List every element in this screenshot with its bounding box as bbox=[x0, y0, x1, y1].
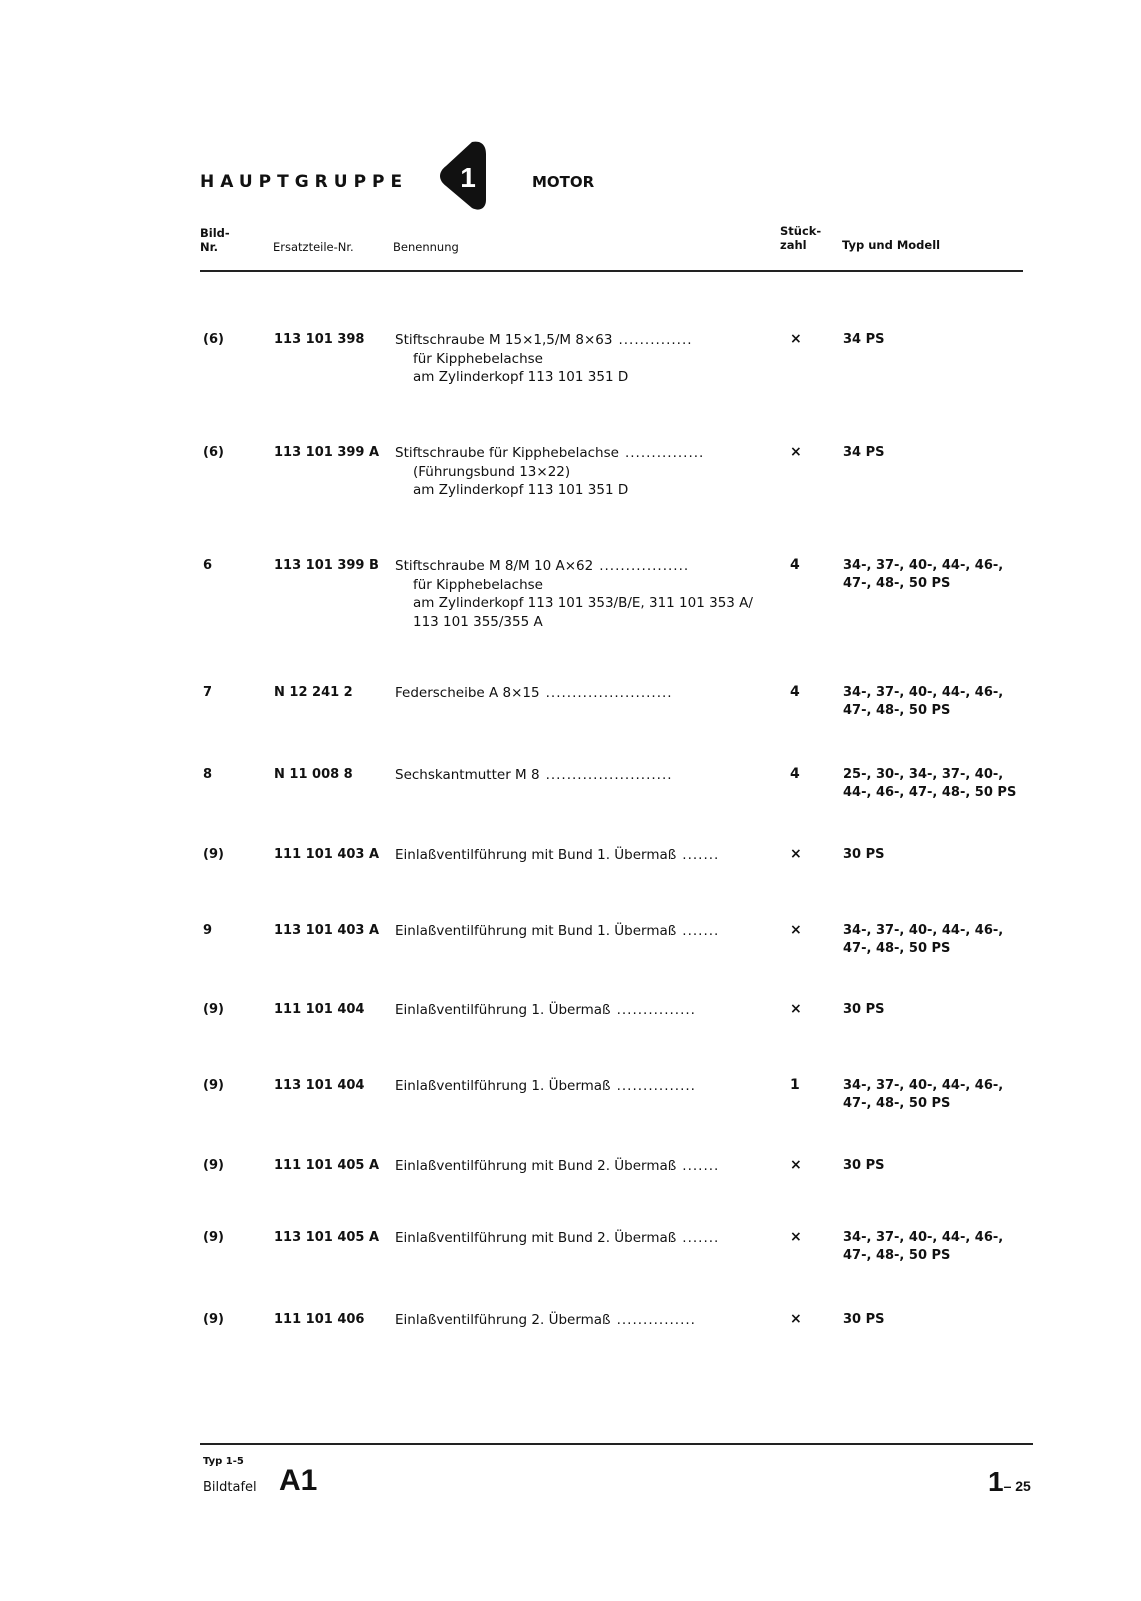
description-main bbox=[395, 444, 704, 463]
description-text: für Kipphebelachse bbox=[413, 576, 543, 593]
footer-typ: Typ 1-5 bbox=[203, 1456, 244, 1467]
group-label: HAUPTGRUPPE bbox=[200, 172, 409, 192]
type-model-line: 47-, 48-, 50 PS bbox=[843, 576, 951, 591]
description bbox=[395, 922, 719, 941]
leader-dots: ............... bbox=[616, 1312, 696, 1328]
type-model-line: 47-, 48-, 50 PS bbox=[843, 1096, 951, 1111]
description-text: Stiftschraube für Kipphebelachse bbox=[395, 445, 619, 461]
type-model-line: 30 PS bbox=[843, 1158, 885, 1173]
quantity: 4 bbox=[790, 557, 800, 573]
description-text: 113 101 355/355 A bbox=[413, 613, 543, 630]
type-model-line: 47-, 48-, 50 PS bbox=[843, 703, 951, 718]
bild-nr: 9 bbox=[203, 923, 213, 938]
type-model bbox=[843, 444, 885, 462]
bild-nr: (9) bbox=[203, 1312, 224, 1327]
description bbox=[395, 1157, 719, 1176]
type-model-line: 34-, 37-, 40-, 44-, 46-, bbox=[843, 685, 1004, 700]
type-model-line: 34-, 37-, 40-, 44-, 46-, bbox=[843, 1230, 1004, 1245]
quantity: × bbox=[790, 1311, 802, 1327]
quantity: × bbox=[790, 1001, 802, 1017]
type-model bbox=[843, 766, 1016, 802]
bild-nr: 8 bbox=[203, 767, 213, 782]
part-number: 111 101 405 A bbox=[274, 1158, 380, 1173]
description-text: Einlaßventilführung mit Bund 2. Übermaß bbox=[395, 1158, 677, 1174]
part-number: 113 101 403 A bbox=[274, 923, 380, 938]
col-typ-modell: Typ und Modell bbox=[842, 238, 941, 252]
type-model bbox=[843, 557, 1003, 593]
leader-dots: ............... bbox=[616, 1078, 696, 1094]
description-detail bbox=[395, 594, 753, 613]
quantity: × bbox=[790, 1157, 802, 1173]
description-text: Einlaßventilführung mit Bund 1. Übermaß bbox=[395, 923, 677, 939]
description bbox=[395, 1077, 696, 1096]
description-main bbox=[395, 557, 753, 576]
description bbox=[395, 557, 753, 631]
description-text: Sechskantmutter M 8 bbox=[395, 767, 540, 783]
part-number: 111 101 406 bbox=[274, 1312, 365, 1327]
description-main bbox=[395, 1001, 696, 1020]
group-name: MOTOR bbox=[532, 173, 595, 191]
type-model bbox=[843, 846, 885, 864]
type-model-line: 30 PS bbox=[843, 1312, 885, 1327]
leader-dots: ................. bbox=[599, 558, 690, 574]
quantity: 4 bbox=[790, 684, 800, 700]
description-main bbox=[395, 766, 673, 785]
page-number-major: 1 bbox=[988, 1466, 1004, 1497]
type-model-line: 34 PS bbox=[843, 332, 885, 347]
description bbox=[395, 1311, 696, 1330]
type-model bbox=[843, 1311, 885, 1329]
type-model-line: 34 PS bbox=[843, 445, 885, 460]
description bbox=[395, 1001, 696, 1020]
description-text: Stiftschraube M 8/M 10 A×62 bbox=[395, 558, 594, 574]
description-detail bbox=[395, 350, 693, 369]
type-model-line: 47-, 48-, 50 PS bbox=[843, 941, 951, 956]
type-model-line: 47-, 48-, 50 PS bbox=[843, 1248, 951, 1263]
bild-nr: (9) bbox=[203, 1158, 224, 1173]
col-stueckzahl-line1: Stück- bbox=[780, 224, 822, 238]
part-number: N 11 008 8 bbox=[274, 767, 353, 782]
type-model-line: 25-, 30-, 34-, 37-, 40-, bbox=[843, 767, 1004, 782]
type-model bbox=[843, 331, 885, 349]
leader-dots: ............... bbox=[624, 445, 705, 461]
type-model bbox=[843, 1077, 1003, 1113]
leader-dots: ....... bbox=[682, 923, 720, 939]
description-main bbox=[395, 1229, 719, 1248]
col-bild-nr bbox=[200, 226, 230, 254]
description-text: Einlaßventilführung 1. Übermaß bbox=[395, 1002, 611, 1018]
part-number: 113 101 405 A bbox=[274, 1230, 380, 1245]
description-text: am Zylinderkopf 113 101 351 D bbox=[413, 369, 629, 385]
col-ersatzteile: Ersatzteile-Nr. bbox=[273, 240, 354, 254]
header-rule bbox=[200, 270, 1023, 272]
quantity: × bbox=[790, 331, 802, 347]
description-text: Federscheibe A 8×15 bbox=[395, 685, 540, 701]
part-number: 113 101 399 B bbox=[274, 558, 379, 573]
part-number: 111 101 404 bbox=[274, 1002, 365, 1017]
part-number: 113 101 399 A bbox=[274, 445, 380, 460]
description-detail bbox=[395, 463, 704, 482]
description-text: (Führungsbund 13×22) bbox=[413, 463, 571, 480]
group-number: 1 bbox=[460, 162, 476, 193]
group-number-badge bbox=[438, 140, 494, 212]
col-benennung: Benennung bbox=[393, 240, 459, 254]
type-model-line: 34-, 37-, 40-, 44-, 46-, bbox=[843, 923, 1004, 938]
bild-nr: 6 bbox=[203, 558, 213, 573]
description-main bbox=[395, 846, 719, 865]
description-text: Einlaßventilführung 1. Übermaß bbox=[395, 1078, 611, 1094]
description-main bbox=[395, 1077, 696, 1096]
type-model-line: 44-, 46-, 47-, 48-, 50 PS bbox=[843, 785, 1017, 800]
leader-dots: ....... bbox=[682, 1230, 720, 1246]
description-main bbox=[395, 1157, 719, 1176]
leader-dots: ........................ bbox=[545, 767, 673, 783]
type-model bbox=[843, 684, 1003, 720]
type-model-line: 30 PS bbox=[843, 847, 885, 862]
description bbox=[395, 444, 704, 500]
leader-dots: .............. bbox=[618, 332, 693, 348]
leader-dots: ....... bbox=[682, 1158, 720, 1174]
col-stueckzahl bbox=[780, 224, 821, 252]
quantity: × bbox=[790, 1229, 802, 1245]
footer-rule bbox=[200, 1443, 1033, 1445]
leader-dots: ........................ bbox=[545, 685, 673, 701]
bild-nr: (9) bbox=[203, 1230, 224, 1245]
type-model bbox=[843, 1001, 885, 1019]
description-detail bbox=[395, 613, 753, 632]
description-detail bbox=[395, 368, 693, 387]
part-number: 113 101 404 bbox=[274, 1078, 365, 1093]
description-main bbox=[395, 331, 693, 350]
description bbox=[395, 766, 673, 785]
type-model bbox=[843, 1157, 885, 1175]
footer-bildtafel-label: Bildtafel bbox=[203, 1480, 257, 1495]
description-detail bbox=[395, 576, 753, 595]
bild-nr: (6) bbox=[203, 332, 224, 347]
bild-nr: (6) bbox=[203, 445, 224, 460]
part-number: N 12 241 2 bbox=[274, 685, 353, 700]
description-main bbox=[395, 684, 673, 703]
quantity: × bbox=[790, 922, 802, 938]
type-model-line: 34-, 37-, 40-, 44-, 46-, bbox=[843, 1078, 1004, 1093]
bild-nr: (9) bbox=[203, 847, 224, 862]
badge-shape-icon bbox=[438, 140, 494, 212]
description-main bbox=[395, 1311, 696, 1330]
leader-dots: ....... bbox=[682, 847, 720, 863]
page-number-minor: – 25 bbox=[1003, 1478, 1031, 1494]
description-text: am Zylinderkopf 113 101 353/B/E, 311 101 353 A/ bbox=[413, 595, 753, 611]
part-number: 113 101 398 bbox=[274, 332, 365, 347]
description-main bbox=[395, 922, 719, 941]
type-model bbox=[843, 922, 1003, 958]
part-number: 111 101 403 A bbox=[274, 847, 380, 862]
description bbox=[395, 1229, 719, 1248]
type-model-line: 30 PS bbox=[843, 1002, 885, 1017]
description-text: für Kipphebelachse bbox=[413, 350, 543, 367]
description bbox=[395, 846, 719, 865]
description bbox=[395, 331, 693, 387]
quantity: × bbox=[790, 444, 802, 460]
description-text: Einlaßventilführung mit Bund 2. Übermaß bbox=[395, 1230, 677, 1246]
description-text: Stiftschraube M 15×1,5/M 8×63 bbox=[395, 332, 613, 348]
description-text: Einlaßventilführung 2. Übermaß bbox=[395, 1312, 611, 1328]
quantity: 4 bbox=[790, 766, 800, 782]
type-model bbox=[843, 1229, 1003, 1265]
bild-nr: (9) bbox=[203, 1002, 224, 1017]
page-number bbox=[988, 1466, 1031, 1498]
description-text: am Zylinderkopf 113 101 351 D bbox=[413, 482, 629, 498]
description bbox=[395, 684, 673, 703]
bild-nr: 7 bbox=[203, 685, 213, 700]
col-stueckzahl-line2: zahl bbox=[780, 238, 807, 252]
quantity: 1 bbox=[790, 1077, 800, 1093]
col-bild-nr-line1: Bild- bbox=[200, 226, 230, 240]
type-model-line: 34-, 37-, 40-, 44-, 46-, bbox=[843, 558, 1004, 573]
description-detail bbox=[395, 481, 704, 500]
quantity: × bbox=[790, 846, 802, 862]
leader-dots: ............... bbox=[616, 1002, 696, 1018]
description-text: Einlaßventilführung mit Bund 1. Übermaß bbox=[395, 847, 677, 863]
footer-bildtafel-value: A1 bbox=[279, 1464, 318, 1497]
col-bild-nr-line2: Nr. bbox=[200, 240, 219, 254]
bild-nr: (9) bbox=[203, 1078, 224, 1093]
